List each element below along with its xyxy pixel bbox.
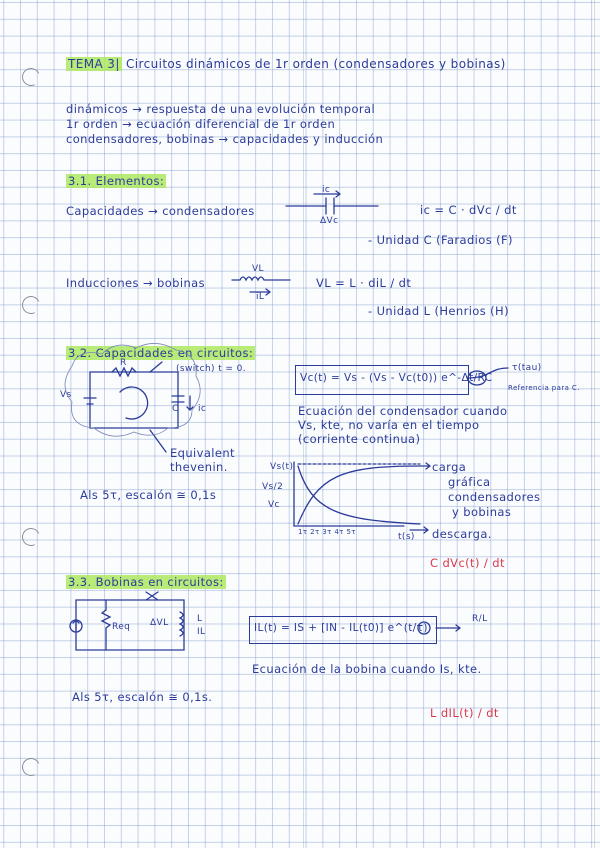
intro-definition: capacidades y inducción [232,132,384,146]
resistor-label: R [120,358,127,368]
tau-arrow-icon [436,625,460,631]
red-inductor-formula: L dIL(t) / dt [430,706,499,720]
inductor-current-label: IL [197,627,206,637]
capacitor-current-label: ic [322,185,331,195]
switch-icon [150,362,162,372]
capacitor-text: Capacidades → condensadores [66,204,255,218]
inductor-text: Inducciones → bobinas [66,276,206,290]
title-prefix: TEMA 3| [68,57,120,71]
switch-label: (switch) t = 0. [176,364,246,374]
description-line: Ecuación del condensador cuando [298,404,508,418]
tau-label: τ(tau) [512,363,542,373]
graph-caption: y bobinas [452,505,512,519]
graph-tick: 5τ [346,528,356,536]
graph-caption: gráfica [448,475,491,489]
inductor-label: L [197,614,203,624]
intro-term: dinámicos → [66,102,143,116]
inductor-coil-icon [180,612,183,636]
title-text: Circuitos dinámicos de 1r orden (condensadores y bobinas) [126,57,506,71]
intro-term: 1r orden → [66,117,133,131]
graph-tick: 2τ [310,528,320,536]
graph-x-axis-label: t(s) [398,532,415,542]
source-label: Vs [60,390,72,400]
intro-definition: ecuación diferencial de 1r orden [136,117,336,131]
capacitor-formula: ic = C · dVc / dt [420,203,517,217]
reference-note: Referencia para C. [508,384,580,392]
heading-text: 3.3. Bobinas en circuitos: [68,575,224,589]
inductor-voltage-label: VL [252,264,264,274]
inductor-voltage-label: ΔVL [150,618,169,628]
graph-tick: 1τ [298,528,308,536]
step-note: Als 5τ, escalón ≅ 0,1s [80,488,217,502]
capacitor-plates-icon [326,198,334,214]
red-capacitor-formula: C dVc(t) / dt [430,556,505,570]
current-arrow-icon [314,191,340,197]
tau-arrow-icon [468,368,508,378]
heading-text: 3.2. Capacidades en circuitos: [68,346,254,360]
capacitor-unit: - Unidad C (Faradios (F) [368,233,513,247]
description-line: (corriente continua) [298,432,421,446]
resistor-icon [102,600,110,650]
capacitor-current-label: ic [198,404,207,414]
step-note: Als 5τ, escalón ≅ 0,1s. [72,690,213,704]
discharge-arrow-icon [410,527,428,533]
switch-icon [146,592,158,600]
discharge-label: descarga. [432,527,492,541]
intro-term: condensadores, bobinas → [66,132,229,146]
charge-curve [298,466,420,524]
graph-y-top-label: Vs(t) [270,462,294,472]
loop-current-arrow-icon [120,387,148,419]
charge-arrow-icon [420,463,430,469]
discharge-curve [298,466,420,524]
heading-text: 3.1. Elementos: [68,174,165,188]
inductor-unit: - Unidad L (Henrios (H) [368,304,509,318]
rl-circuit-loop [76,600,184,650]
req-label: Req [112,622,131,632]
capacitor-label: C [172,404,179,414]
graph-caption: condensadores [448,490,541,504]
intro-definition: respuesta de una evolución temporal [146,102,376,116]
charge-label: carga [432,460,467,474]
cloud-outline [65,343,200,436]
graph-y-low-label: Vc [268,500,280,510]
capacitor-voltage-formula: Vc(t) = Vs - (Vs - Vc(t0)) e^-Δt/RC [300,372,493,384]
thevenin-label: thevenin. [170,460,228,474]
inductor-formula: VL = L · diL / dt [316,276,412,290]
inductor-current-formula: IL(t) = IS + [IN - IL(t0)] e^(t/τ) [254,622,428,634]
graph-tick: 3τ [322,528,332,536]
thevenin-label: Equivalent [170,446,235,460]
current-arrow-icon [250,289,270,295]
tau-circle [418,622,430,634]
graph-tick: 4τ [334,528,344,536]
inductor-description: Ecuación de la bobina cuando Is, kte. [252,662,482,676]
description-line: Vs, kte, no varía en el tiempo [298,418,480,432]
graph-y-mid-label: Vs/2 [262,482,284,492]
capacitor-voltage-label: ΔVc [320,216,339,226]
inductor-coil-icon [232,277,290,280]
inductor-current-label: iL [256,292,265,302]
rc-circuit-loop [90,372,178,428]
tau-note: R/L [472,614,488,624]
